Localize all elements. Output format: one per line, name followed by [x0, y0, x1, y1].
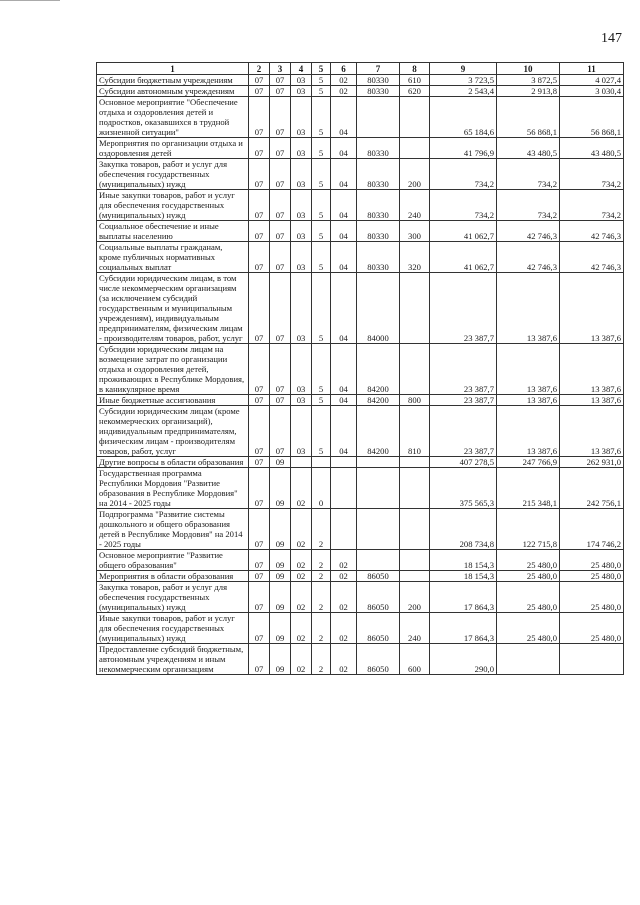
code-cell: 02 [291, 509, 312, 550]
code-cell: 07 [249, 571, 270, 582]
code-cell: 02 [331, 613, 357, 644]
code-cell: 600 [400, 644, 430, 675]
amount-cell: 247 766,9 [497, 457, 560, 468]
code-cell: 04 [331, 406, 357, 457]
table-row [97, 97, 624, 138]
code-cell: 02 [331, 550, 357, 571]
code-cell: 09 [270, 550, 291, 571]
amount-cell: 734,2 [497, 190, 560, 221]
amount-cell: 734,2 [430, 190, 497, 221]
code-cell [400, 97, 430, 138]
code-cell: 07 [249, 406, 270, 457]
code-cell: 04 [331, 159, 357, 190]
code-cell: 07 [249, 221, 270, 242]
row-name-cell: Иные закупки товаров, работ и услуг для обеспечения государственных (муниципальных) нужд [97, 190, 249, 221]
amount-cell: 13 387,6 [560, 273, 624, 344]
row-name-cell: Другие вопросы в области образования [97, 457, 249, 468]
table-row [97, 550, 624, 571]
row-name-cell: Социальное обеспечение и иные выплаты населению [97, 221, 249, 242]
code-cell: 02 [331, 86, 357, 97]
code-cell [312, 457, 331, 468]
amount-cell: 42 746,3 [560, 242, 624, 273]
table-row [97, 221, 624, 242]
code-cell: 02 [291, 582, 312, 613]
code-cell: 09 [270, 644, 291, 675]
code-cell: 200 [400, 159, 430, 190]
amount-cell: 3 723,5 [430, 75, 497, 86]
amount-cell: 407 278,5 [430, 457, 497, 468]
code-cell: 03 [291, 138, 312, 159]
code-cell: 02 [331, 75, 357, 86]
code-cell: 5 [312, 395, 331, 406]
amount-cell: 242 756,1 [560, 468, 624, 509]
code-cell: 84200 [357, 344, 400, 395]
code-cell: 86050 [357, 644, 400, 675]
budget-table [96, 62, 624, 675]
code-cell [331, 457, 357, 468]
code-cell: 07 [249, 75, 270, 86]
amount-cell: 42 746,3 [497, 221, 560, 242]
amount-cell [560, 644, 624, 675]
code-cell: 02 [291, 644, 312, 675]
code-cell: 240 [400, 613, 430, 644]
code-cell: 5 [312, 221, 331, 242]
code-cell: 02 [331, 644, 357, 675]
code-cell: 5 [312, 242, 331, 273]
code-cell: 5 [312, 159, 331, 190]
amount-cell: 42 746,3 [560, 221, 624, 242]
amount-cell: 3 030,4 [560, 86, 624, 97]
code-cell: 04 [331, 395, 357, 406]
table-row [97, 190, 624, 221]
code-cell: 07 [270, 242, 291, 273]
code-cell: 810 [400, 406, 430, 457]
code-cell: 07 [249, 138, 270, 159]
code-cell: 80330 [357, 138, 400, 159]
row-name-cell: Государственная программа Республики Мордовия "Развитие образования в Республике Мордовия" на 2014 - 2025 годы [97, 468, 249, 509]
code-cell: 02 [291, 550, 312, 571]
code-cell [400, 273, 430, 344]
code-cell: 02 [331, 582, 357, 613]
code-cell: 80330 [357, 242, 400, 273]
code-cell: 04 [331, 138, 357, 159]
amount-cell: 17 864,3 [430, 582, 497, 613]
code-cell: 04 [331, 344, 357, 395]
amount-cell: 56 868,1 [560, 97, 624, 138]
code-cell: 5 [312, 97, 331, 138]
row-name-cell: Субсидии автономным учреждениям [97, 86, 249, 97]
code-cell: 07 [270, 97, 291, 138]
code-cell [400, 468, 430, 509]
amount-cell: 25 480,0 [497, 550, 560, 571]
code-cell: 2 [312, 582, 331, 613]
table-body [97, 75, 624, 675]
code-cell: 09 [270, 571, 291, 582]
table-row [97, 138, 624, 159]
code-cell: 2 [312, 550, 331, 571]
amount-cell: 262 931,0 [560, 457, 624, 468]
code-cell: 03 [291, 221, 312, 242]
amount-cell: 43 480,5 [560, 138, 624, 159]
amount-cell: 2 543,4 [430, 86, 497, 97]
code-cell: 07 [270, 344, 291, 395]
table-row [97, 159, 624, 190]
code-cell [400, 550, 430, 571]
code-cell: 07 [270, 138, 291, 159]
row-name-cell: Подпрограмма "Развитие системы дошкольного и общего образования детей в Республике Мордовия" на 2014 - 2025 годы [97, 509, 249, 550]
code-cell: 07 [270, 75, 291, 86]
row-name-cell: Мероприятия в области образования [97, 571, 249, 582]
column-header: 9 [430, 63, 497, 75]
code-cell: 86050 [357, 613, 400, 644]
amount-cell: 25 480,0 [497, 582, 560, 613]
code-cell: 02 [291, 613, 312, 644]
column-header: 4 [291, 63, 312, 75]
code-cell: 07 [249, 159, 270, 190]
code-cell: 04 [331, 273, 357, 344]
column-header: 7 [357, 63, 400, 75]
code-cell: 2 [312, 613, 331, 644]
code-cell: 2 [312, 644, 331, 675]
table-row [97, 406, 624, 457]
code-cell: 03 [291, 273, 312, 344]
amount-cell: 13 387,6 [497, 273, 560, 344]
code-cell: 86050 [357, 582, 400, 613]
amount-cell: 215 348,1 [497, 468, 560, 509]
code-cell: 84200 [357, 395, 400, 406]
code-cell: 07 [270, 86, 291, 97]
amount-cell: 18 154,3 [430, 550, 497, 571]
code-cell: 80330 [357, 159, 400, 190]
row-name-cell: Субсидии юридическим лицам на возмещение затрат по организации отдыха и оздоровления детей, проживающих в Республике Мордовия, в каникулярное время [97, 344, 249, 395]
table-row [97, 457, 624, 468]
row-name-cell: Субсидии юридическим лицам, в том числе некоммерческим организациям (за исключением субсидий государственным и муниципальным учреждениям), индивидуальным предпринимателям, физическим лицам - производителям товаров, работ, услуг [97, 273, 249, 344]
column-header: 5 [312, 63, 331, 75]
code-cell [400, 138, 430, 159]
code-cell: 02 [331, 571, 357, 582]
code-cell: 07 [270, 273, 291, 344]
code-cell: 07 [270, 190, 291, 221]
code-cell [357, 97, 400, 138]
code-cell [400, 344, 430, 395]
amount-cell: 375 565,3 [430, 468, 497, 509]
table-row [97, 344, 624, 395]
code-cell [331, 509, 357, 550]
row-name-cell: Иные бюджетные ассигнования [97, 395, 249, 406]
code-cell: 320 [400, 242, 430, 273]
column-header: 8 [400, 63, 430, 75]
code-cell: 620 [400, 86, 430, 97]
amount-cell: 17 864,3 [430, 613, 497, 644]
code-cell: 07 [270, 221, 291, 242]
code-cell: 5 [312, 406, 331, 457]
code-cell: 04 [331, 242, 357, 273]
code-cell: 200 [400, 582, 430, 613]
amount-cell: 25 480,0 [560, 550, 624, 571]
table-row [97, 86, 624, 97]
amount-cell: 18 154,3 [430, 571, 497, 582]
code-cell: 04 [331, 97, 357, 138]
amount-cell: 174 746,2 [560, 509, 624, 550]
code-cell: 84000 [357, 273, 400, 344]
code-cell: 240 [400, 190, 430, 221]
code-cell: 07 [249, 190, 270, 221]
amount-cell: 734,2 [560, 159, 624, 190]
column-header: 3 [270, 63, 291, 75]
amount-cell: 290,0 [430, 644, 497, 675]
row-name-cell: Субсидии бюджетным учреждениям [97, 75, 249, 86]
code-cell [357, 468, 400, 509]
code-cell: 2 [312, 571, 331, 582]
table-row [97, 242, 624, 273]
amount-cell: 13 387,6 [560, 406, 624, 457]
row-name-cell: Основное мероприятие "Развитие общего образования" [97, 550, 249, 571]
code-cell [400, 571, 430, 582]
code-cell [357, 457, 400, 468]
table-header-row [97, 63, 624, 75]
amount-cell: 25 480,0 [560, 571, 624, 582]
code-cell: 80330 [357, 86, 400, 97]
code-cell: 07 [249, 613, 270, 644]
code-cell: 03 [291, 395, 312, 406]
code-cell: 86050 [357, 571, 400, 582]
table-row [97, 395, 624, 406]
table-row [97, 582, 624, 613]
code-cell: 80330 [357, 221, 400, 242]
amount-cell: 23 387,7 [430, 273, 497, 344]
amount-cell: 25 480,0 [497, 613, 560, 644]
scan-edge-mark [0, 0, 60, 1]
code-cell: 07 [249, 242, 270, 273]
code-cell: 07 [249, 395, 270, 406]
code-cell: 09 [270, 509, 291, 550]
code-cell: 07 [249, 644, 270, 675]
code-cell: 04 [331, 190, 357, 221]
column-header: 2 [249, 63, 270, 75]
amount-cell: 13 387,6 [497, 406, 560, 457]
code-cell: 09 [270, 613, 291, 644]
amount-cell: 25 480,0 [497, 571, 560, 582]
code-cell: 2 [312, 509, 331, 550]
code-cell: 03 [291, 242, 312, 273]
row-name-cell: Субсидии юридическим лицам (кроме некоммерческих организаций), индивидуальным предпринимателям, физическим лицам - производителям товаров, работ, услуг [97, 406, 249, 457]
row-name-cell: Предоставление субсидий бюджетным, автономным учреждениям и иным некоммерческим организациям [97, 644, 249, 675]
amount-cell: 122 715,8 [497, 509, 560, 550]
code-cell: 84200 [357, 406, 400, 457]
code-cell: 800 [400, 395, 430, 406]
amount-cell: 208 734,8 [430, 509, 497, 550]
code-cell: 02 [291, 468, 312, 509]
code-cell: 03 [291, 86, 312, 97]
code-cell: 0 [312, 468, 331, 509]
column-header: 6 [331, 63, 357, 75]
code-cell: 07 [270, 159, 291, 190]
row-name-cell: Основное мероприятие "Обеспечение отдыха и оздоровления детей и подростков, оказавшихся в трудной жизненной ситуации" [97, 97, 249, 138]
code-cell: 07 [249, 457, 270, 468]
code-cell: 07 [249, 344, 270, 395]
amount-cell: 3 872,5 [497, 75, 560, 86]
code-cell: 03 [291, 97, 312, 138]
code-cell [400, 509, 430, 550]
table-row [97, 75, 624, 86]
code-cell: 5 [312, 344, 331, 395]
code-cell: 07 [249, 582, 270, 613]
code-cell: 80330 [357, 75, 400, 86]
amount-cell: 734,2 [497, 159, 560, 190]
amount-cell: 734,2 [430, 159, 497, 190]
amount-cell: 43 480,5 [497, 138, 560, 159]
amount-cell: 41 062,7 [430, 221, 497, 242]
amount-cell: 56 868,1 [497, 97, 560, 138]
page-number: 147 [601, 31, 622, 46]
row-name-cell: Социальные выплаты гражданам, кроме публичных нормативных социальных выплат [97, 242, 249, 273]
code-cell: 07 [249, 273, 270, 344]
code-cell [400, 457, 430, 468]
code-cell: 5 [312, 190, 331, 221]
amount-cell: 13 387,6 [497, 344, 560, 395]
code-cell: 09 [270, 582, 291, 613]
amount-cell: 23 387,7 [430, 344, 497, 395]
code-cell: 07 [249, 550, 270, 571]
amount-cell: 23 387,7 [430, 395, 497, 406]
amount-cell: 41 062,7 [430, 242, 497, 273]
code-cell: 03 [291, 344, 312, 395]
amount-cell: 42 746,3 [497, 242, 560, 273]
code-cell: 07 [249, 509, 270, 550]
code-cell: 5 [312, 273, 331, 344]
code-cell: 03 [291, 159, 312, 190]
table-row [97, 509, 624, 550]
amount-cell: 25 480,0 [560, 582, 624, 613]
code-cell [291, 457, 312, 468]
code-cell: 03 [291, 190, 312, 221]
code-cell: 5 [312, 86, 331, 97]
table-row [97, 273, 624, 344]
row-name-cell: Закупка товаров, работ и услуг для обеспечения государственных (муниципальных) нужд [97, 159, 249, 190]
amount-cell: 23 387,7 [430, 406, 497, 457]
table-row [97, 644, 624, 675]
amount-cell: 65 184,6 [430, 97, 497, 138]
code-cell: 03 [291, 75, 312, 86]
code-cell: 300 [400, 221, 430, 242]
column-header: 11 [560, 63, 624, 75]
amount-cell: 13 387,6 [497, 395, 560, 406]
row-name-cell: Мероприятия по организации отдыха и оздоровления детей [97, 138, 249, 159]
code-cell: 07 [249, 97, 270, 138]
code-cell: 07 [270, 395, 291, 406]
code-cell [331, 468, 357, 509]
code-cell: 03 [291, 406, 312, 457]
code-cell: 5 [312, 75, 331, 86]
code-cell: 5 [312, 138, 331, 159]
code-cell: 80330 [357, 190, 400, 221]
amount-cell: 13 387,6 [560, 344, 624, 395]
column-header: 1 [97, 63, 249, 75]
code-cell: 07 [270, 406, 291, 457]
amount-cell: 13 387,6 [560, 395, 624, 406]
code-cell: 610 [400, 75, 430, 86]
code-cell: 07 [249, 468, 270, 509]
code-cell: 04 [331, 221, 357, 242]
code-cell [357, 509, 400, 550]
amount-cell: 734,2 [560, 190, 624, 221]
table-row [97, 468, 624, 509]
amount-cell [497, 644, 560, 675]
row-name-cell: Иные закупки товаров, работ и услуг для обеспечения государственных (муниципальных) нужд [97, 613, 249, 644]
table-row [97, 571, 624, 582]
code-cell: 07 [249, 86, 270, 97]
amount-cell: 41 796,9 [430, 138, 497, 159]
amount-cell: 25 480,0 [560, 613, 624, 644]
code-cell [357, 550, 400, 571]
code-cell: 02 [291, 571, 312, 582]
code-cell: 09 [270, 468, 291, 509]
column-header: 10 [497, 63, 560, 75]
code-cell: 09 [270, 457, 291, 468]
amount-cell: 4 027,4 [560, 75, 624, 86]
amount-cell: 2 913,8 [497, 86, 560, 97]
table-row [97, 613, 624, 644]
row-name-cell: Закупка товаров, работ и услуг для обеспечения государственных (муниципальных) нужд [97, 582, 249, 613]
